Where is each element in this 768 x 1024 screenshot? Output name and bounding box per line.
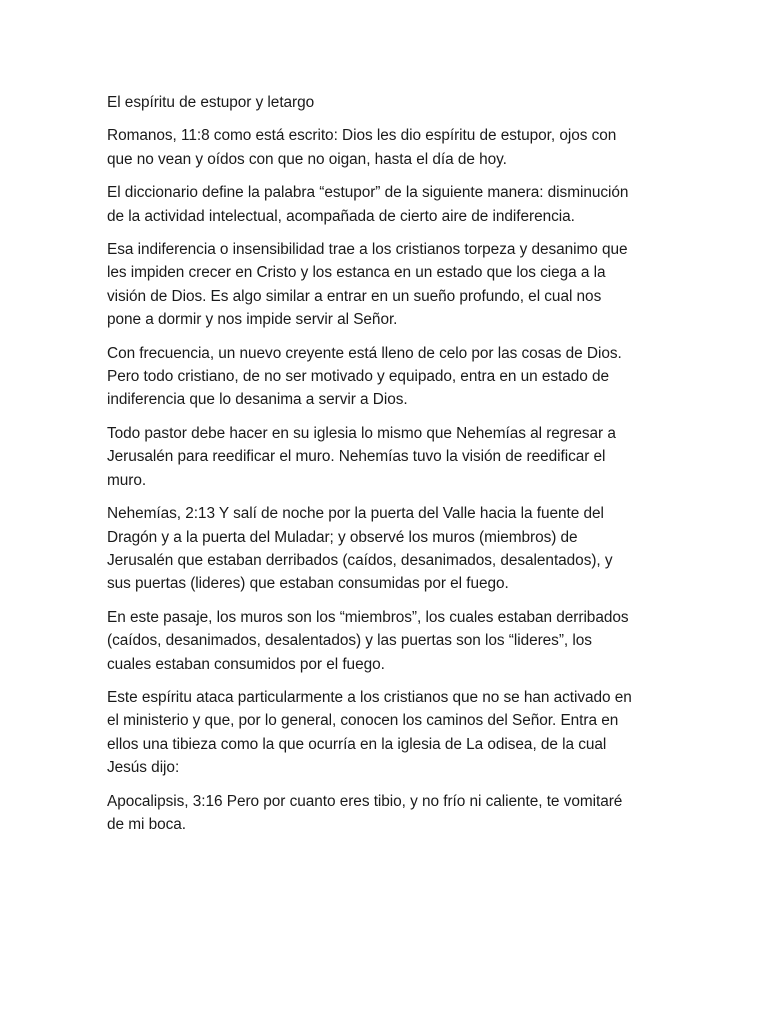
paragraph-este-espiritu: Este espíritu ataca particularmente a los cristianos que no se han activado en el ministerio y que, por lo general, conocen los caminos del Señor. Entra en ellos una tibieza como la que ocurría en la iglesia de La odisea, de la cual Jesús dijo: [107,688,632,777]
paragraph-romanos: Romanos, 11:8 como está escrito: Dios les dio espíritu de estupor, ojos con que no vean y oídos con que no oigan, hasta el día de hoy. [107,127,617,168]
paragraph-apocalipsis: Apocalipsis, 3:16 Pero por cuanto eres tibio, y no frío ni caliente, te vomitaré de mi boca. [107,792,623,833]
paragraph-todo-pastor: Todo pastor debe hacer en su iglesia lo mismo que Nehemías al regresar a Jerusalén para reedificar el muro. Nehemías tuvo la visión de reedificar el muro. [107,424,616,489]
document-body [107,91,637,846]
paragraph-nuevo-creyente: Con frecuencia, un nuevo creyente está lleno de celo por las cosas de Dios. Pero todo cristiano, de no ser motivado y equipado, entra en un estado de indiferencia que lo desanima a servir a Dios. [107,344,622,409]
paragraph-este-pasaje: En este pasaje, los muros son los “miembros”, los cuales estaban derribados (caídos, desanimados, desalentados) y las puertas son los “lideres”, los cuales estaban consumidos por el fuego. [107,608,629,673]
paragraph-nehemias: Nehemías, 2:13 Y salí de noche por la puerta del Valle hacia la fuente del Dragón y a la puerta del Muladar; y observé los muros (miembros) de Jerusalén que estaban derribados (caídos, desanimados, desalentados), y sus puertas (lideres) que estaban consumidas por el fuego. [107,505,613,593]
document-title: El espíritu de estupor y letargo [107,94,315,111]
paragraph-estupor-definition: El diccionario define la palabra “estupor” de la siguiente manera: disminución de la actividad intelectual, acompañada de cierto aire de indiferencia. [107,184,629,225]
paragraph-indiferencia: Esa indiferencia o insensibilidad trae a los cristianos torpeza y desanimo que les impiden crecer en Cristo y los estanca en un estado que los ciega a la visión de Dios. Es algo similar a entrar en un sueño profundo, el cual nos pone a dormir y nos impide servir al Señor. [107,241,628,329]
